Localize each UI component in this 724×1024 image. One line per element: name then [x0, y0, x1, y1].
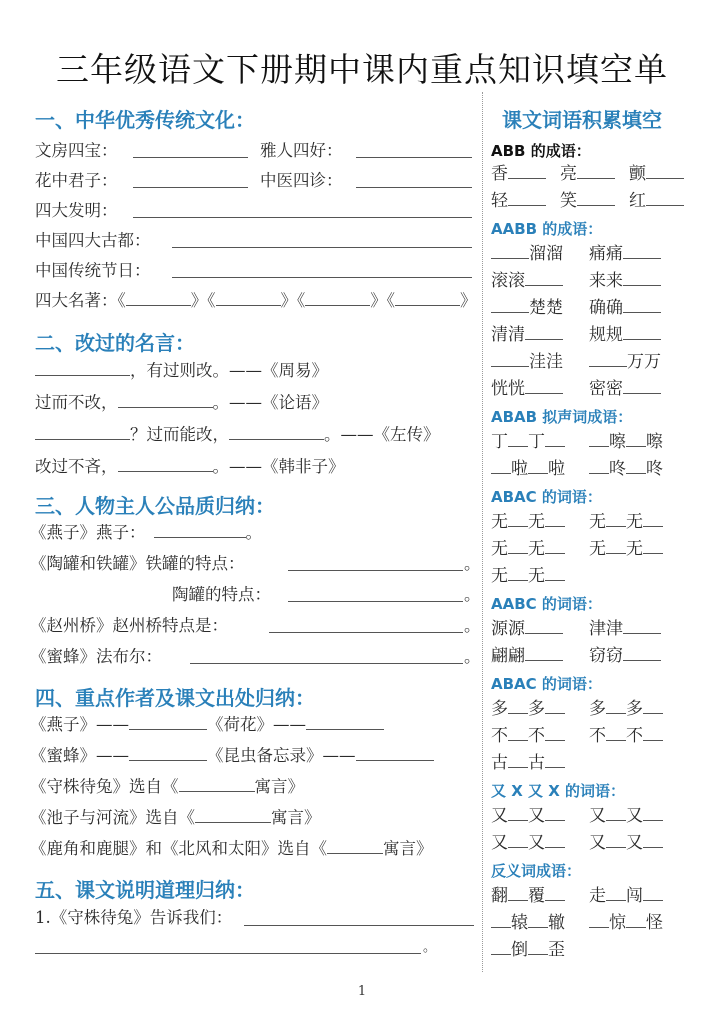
faming-label: 四大发明： [35, 201, 118, 220]
huazhong-label: 花中君子： [35, 171, 118, 190]
fanyi-blank[interactable] [606, 885, 626, 901]
abac-blank[interactable] [606, 698, 626, 714]
author-row-2: 《蜜蜂》—— 《昆虫备忘录》—— [30, 745, 434, 767]
jieri-blank[interactable] [172, 277, 472, 278]
mingzhu-blank-3[interactable] [305, 290, 370, 306]
taoguan-label: 陶罐的特点： [172, 585, 271, 604]
abac-blank[interactable] [545, 565, 565, 581]
fanyi-blank[interactable] [626, 912, 646, 928]
daoli-blank-1[interactable] [244, 925, 474, 926]
abb-blank[interactable] [508, 163, 546, 179]
mingzhu-row: 四大名著：《 》《 》《 》《 》 [35, 291, 477, 310]
quote-row-4: 改过不吝， 。——《韩非子》 [35, 457, 345, 476]
aabc-heading: AABC 的词语： [491, 595, 602, 613]
aabb-heading: AABB 的成语： [491, 220, 603, 238]
aabb-row-4: 清清 [491, 324, 563, 346]
yxyx-blank[interactable] [643, 832, 663, 848]
abac-blank[interactable] [508, 538, 528, 554]
abb-row-1: 香 亮 颤 [491, 163, 684, 185]
abb-row-2: 轻 笑 红 [491, 190, 684, 212]
yxyx-blank[interactable] [508, 832, 528, 848]
huazhong-blank[interactable] [133, 187, 248, 188]
aabb-blank[interactable] [491, 351, 529, 367]
yaren-label: 雅人四好： [260, 141, 343, 160]
quote-row-2: 过而不改， 。——《论语》 [35, 393, 328, 412]
fanyi-blank[interactable] [589, 912, 609, 928]
yxyx-blank[interactable] [606, 805, 626, 821]
abac-blank[interactable] [508, 511, 528, 527]
section-5-heading: 五、课文说明道理归纳： [35, 878, 255, 902]
fanyi-blank[interactable] [508, 885, 528, 901]
gudu-blank[interactable] [172, 247, 472, 248]
mingzhu-blank-2[interactable] [216, 290, 281, 306]
author-mifeng-blank[interactable] [129, 745, 207, 761]
source-shouzhu-blank[interactable] [179, 776, 255, 792]
fanyi-blank[interactable] [643, 885, 663, 901]
abab-blank[interactable] [508, 431, 528, 447]
source-chizi-blank[interactable] [195, 807, 271, 823]
taoguan-blank[interactable] [288, 601, 463, 602]
aabb-blank[interactable] [623, 324, 661, 340]
aabb-blank[interactable] [525, 270, 563, 286]
abab-blank[interactable] [491, 458, 511, 474]
yxyx-blank[interactable] [545, 832, 565, 848]
zhongyi-label: 中医四诊： [260, 171, 343, 190]
quote-2-blank[interactable] [118, 392, 213, 408]
abab-heading: ABAB 拟声词成语： [491, 408, 633, 426]
author-hehua-blank[interactable] [306, 714, 384, 730]
column-divider [482, 92, 483, 972]
fanyi-blank[interactable] [491, 912, 511, 928]
source-lujiao-blank[interactable] [327, 838, 383, 854]
source-row-2: 《池子与河流》选自《 寓言》 [30, 808, 321, 827]
yxyx-heading: 又 X 又 X 的词语： [491, 782, 626, 800]
abac-heading-1: ABAC 的词语： [491, 488, 602, 506]
quote-4-blank[interactable] [118, 456, 213, 472]
abab-blank[interactable] [528, 458, 548, 474]
faming-blank[interactable] [133, 217, 472, 218]
yanzi-blank[interactable] [154, 522, 246, 538]
zhongyi-blank[interactable] [356, 187, 472, 188]
source-row-1: 《守株待兔》选自《 寓言》 [30, 777, 304, 796]
zhaozhou-blank[interactable] [269, 632, 463, 633]
abac-blank[interactable] [545, 752, 565, 768]
aabc-blank[interactable] [525, 618, 563, 634]
section-2-heading: 二、改过的名言： [35, 331, 195, 355]
author-yanzi-blank[interactable] [129, 714, 207, 730]
abac-heading-2: ABAC 的词语： [491, 675, 602, 693]
quote-3-blank-b[interactable] [229, 424, 324, 440]
aabb-blank[interactable] [623, 297, 661, 313]
abab-blank[interactable] [626, 431, 646, 447]
section-1-heading: 一、中华优秀传统文化： [35, 108, 255, 132]
aabb-blank[interactable] [623, 243, 661, 259]
abab-blank[interactable] [626, 458, 646, 474]
abac-blank[interactable] [508, 698, 528, 714]
mingzhu-blank-4[interactable] [395, 290, 460, 306]
fanyi-heading: 反义词成语： [491, 862, 582, 880]
aabb-row-1: 溜溜 [491, 243, 563, 265]
jieri-label: 中国传统节日： [35, 261, 151, 280]
wenfang-blank[interactable] [133, 157, 248, 158]
abac-blank[interactable] [545, 538, 565, 554]
abb-heading: ABB 的成语： [491, 142, 591, 160]
author-kunchong-blank[interactable] [356, 745, 434, 761]
abab-blank[interactable] [545, 431, 565, 447]
aabb-blank[interactable] [525, 324, 563, 340]
aabb-row-3: 楚楚 [491, 297, 563, 319]
tieguan-blank[interactable] [288, 570, 463, 571]
abb-blank[interactable] [508, 190, 546, 206]
abab-blank[interactable] [589, 458, 609, 474]
aabb-blank[interactable] [491, 297, 529, 313]
quote-row-3: ？过而能改， 。——《左传》 [35, 424, 440, 446]
aabc-blank[interactable] [623, 618, 661, 634]
mingzhu-label: 四大名著： [35, 291, 118, 310]
yaren-blank[interactable] [356, 157, 472, 158]
yxyx-blank[interactable] [643, 805, 663, 821]
abac-blank[interactable] [606, 725, 626, 741]
fanyi-blank[interactable] [491, 939, 511, 955]
abb-blank[interactable] [577, 190, 615, 206]
right-heading: 课文词语积累填空 [502, 108, 662, 132]
daoli-blank-2[interactable] [35, 953, 421, 954]
yxyx-blank[interactable] [508, 805, 528, 821]
mifeng-label: 《蜜蜂》法布尔： [30, 647, 162, 666]
source-row-3: 《鹿角和鹿腿》和《北风和太阳》选自《 寓言》 [30, 839, 433, 858]
abac-blank[interactable] [508, 725, 528, 741]
wenfang-label: 文房四宝： [35, 141, 118, 160]
aabb-blank[interactable] [525, 378, 563, 394]
abac-blank[interactable] [643, 538, 663, 554]
page-number: 1 [357, 984, 367, 999]
abb-blank[interactable] [577, 163, 615, 179]
section-4-heading: 四、重点作者及课文出处归纳： [35, 686, 315, 710]
abac-blank[interactable] [508, 565, 528, 581]
section-3-heading: 三、人物主人公品质归纳： [35, 494, 275, 518]
author-row-1: 《燕子》—— 《荷花》—— [30, 714, 384, 736]
yxyx-blank[interactable] [545, 805, 565, 821]
daoli-label: 1.《守株待兔》告诉我们： [35, 908, 233, 927]
abab-row-2: 啦 啦 [491, 458, 565, 480]
mingzhu-blank-1[interactable] [126, 290, 191, 306]
abac-blank[interactable] [545, 698, 565, 714]
fanyi-blank[interactable] [528, 912, 548, 928]
abb-blank[interactable] [646, 190, 684, 206]
quote-3-blank-a[interactable] [35, 424, 130, 440]
aabb-row-6: 恍恍 [491, 378, 563, 400]
fanyi-blank[interactable] [528, 939, 548, 955]
aabb-blank[interactable] [623, 378, 661, 394]
mifeng-blank[interactable] [190, 663, 463, 664]
zhaozhou-label: 《赵州桥》赵州桥特点是： [30, 616, 228, 635]
quote-1-blank[interactable] [35, 360, 130, 376]
abac-blank[interactable] [508, 752, 528, 768]
yanzi-row: 《燕子》燕子： 。 [30, 523, 262, 542]
fanyi-blank[interactable] [545, 885, 565, 901]
aabc-blank[interactable] [525, 645, 563, 661]
aabb-row-5: 洼洼 [491, 351, 563, 373]
gudu-label: 中国四大古都： [35, 231, 151, 250]
quote-row-1: ，有过则改。——《周易》 [35, 360, 328, 382]
aabb-blank[interactable] [491, 243, 529, 259]
tieguan-label: 《陶罐和铁罐》铁罐的特点： [30, 554, 245, 573]
abac-blank[interactable] [545, 511, 565, 527]
aabb-blank[interactable] [623, 270, 661, 286]
yxyx-blank[interactable] [606, 832, 626, 848]
abab-blank[interactable] [589, 431, 609, 447]
abac-blank[interactable] [643, 511, 663, 527]
abac-blank[interactable] [643, 725, 663, 741]
aabb-row-2: 滚滚 [491, 270, 563, 292]
abac-blank[interactable] [643, 698, 663, 714]
aabc-blank[interactable] [623, 645, 661, 661]
abb-blank[interactable] [646, 163, 684, 179]
abac-blank[interactable] [606, 511, 626, 527]
aabb-blank[interactable] [589, 351, 627, 367]
abab-row-1: 丁 丁 [491, 431, 565, 453]
abac-blank[interactable] [606, 538, 626, 554]
page-title: 三年级语文下册期中课内重点知识填空单 [56, 50, 668, 89]
abac-blank[interactable] [545, 725, 565, 741]
